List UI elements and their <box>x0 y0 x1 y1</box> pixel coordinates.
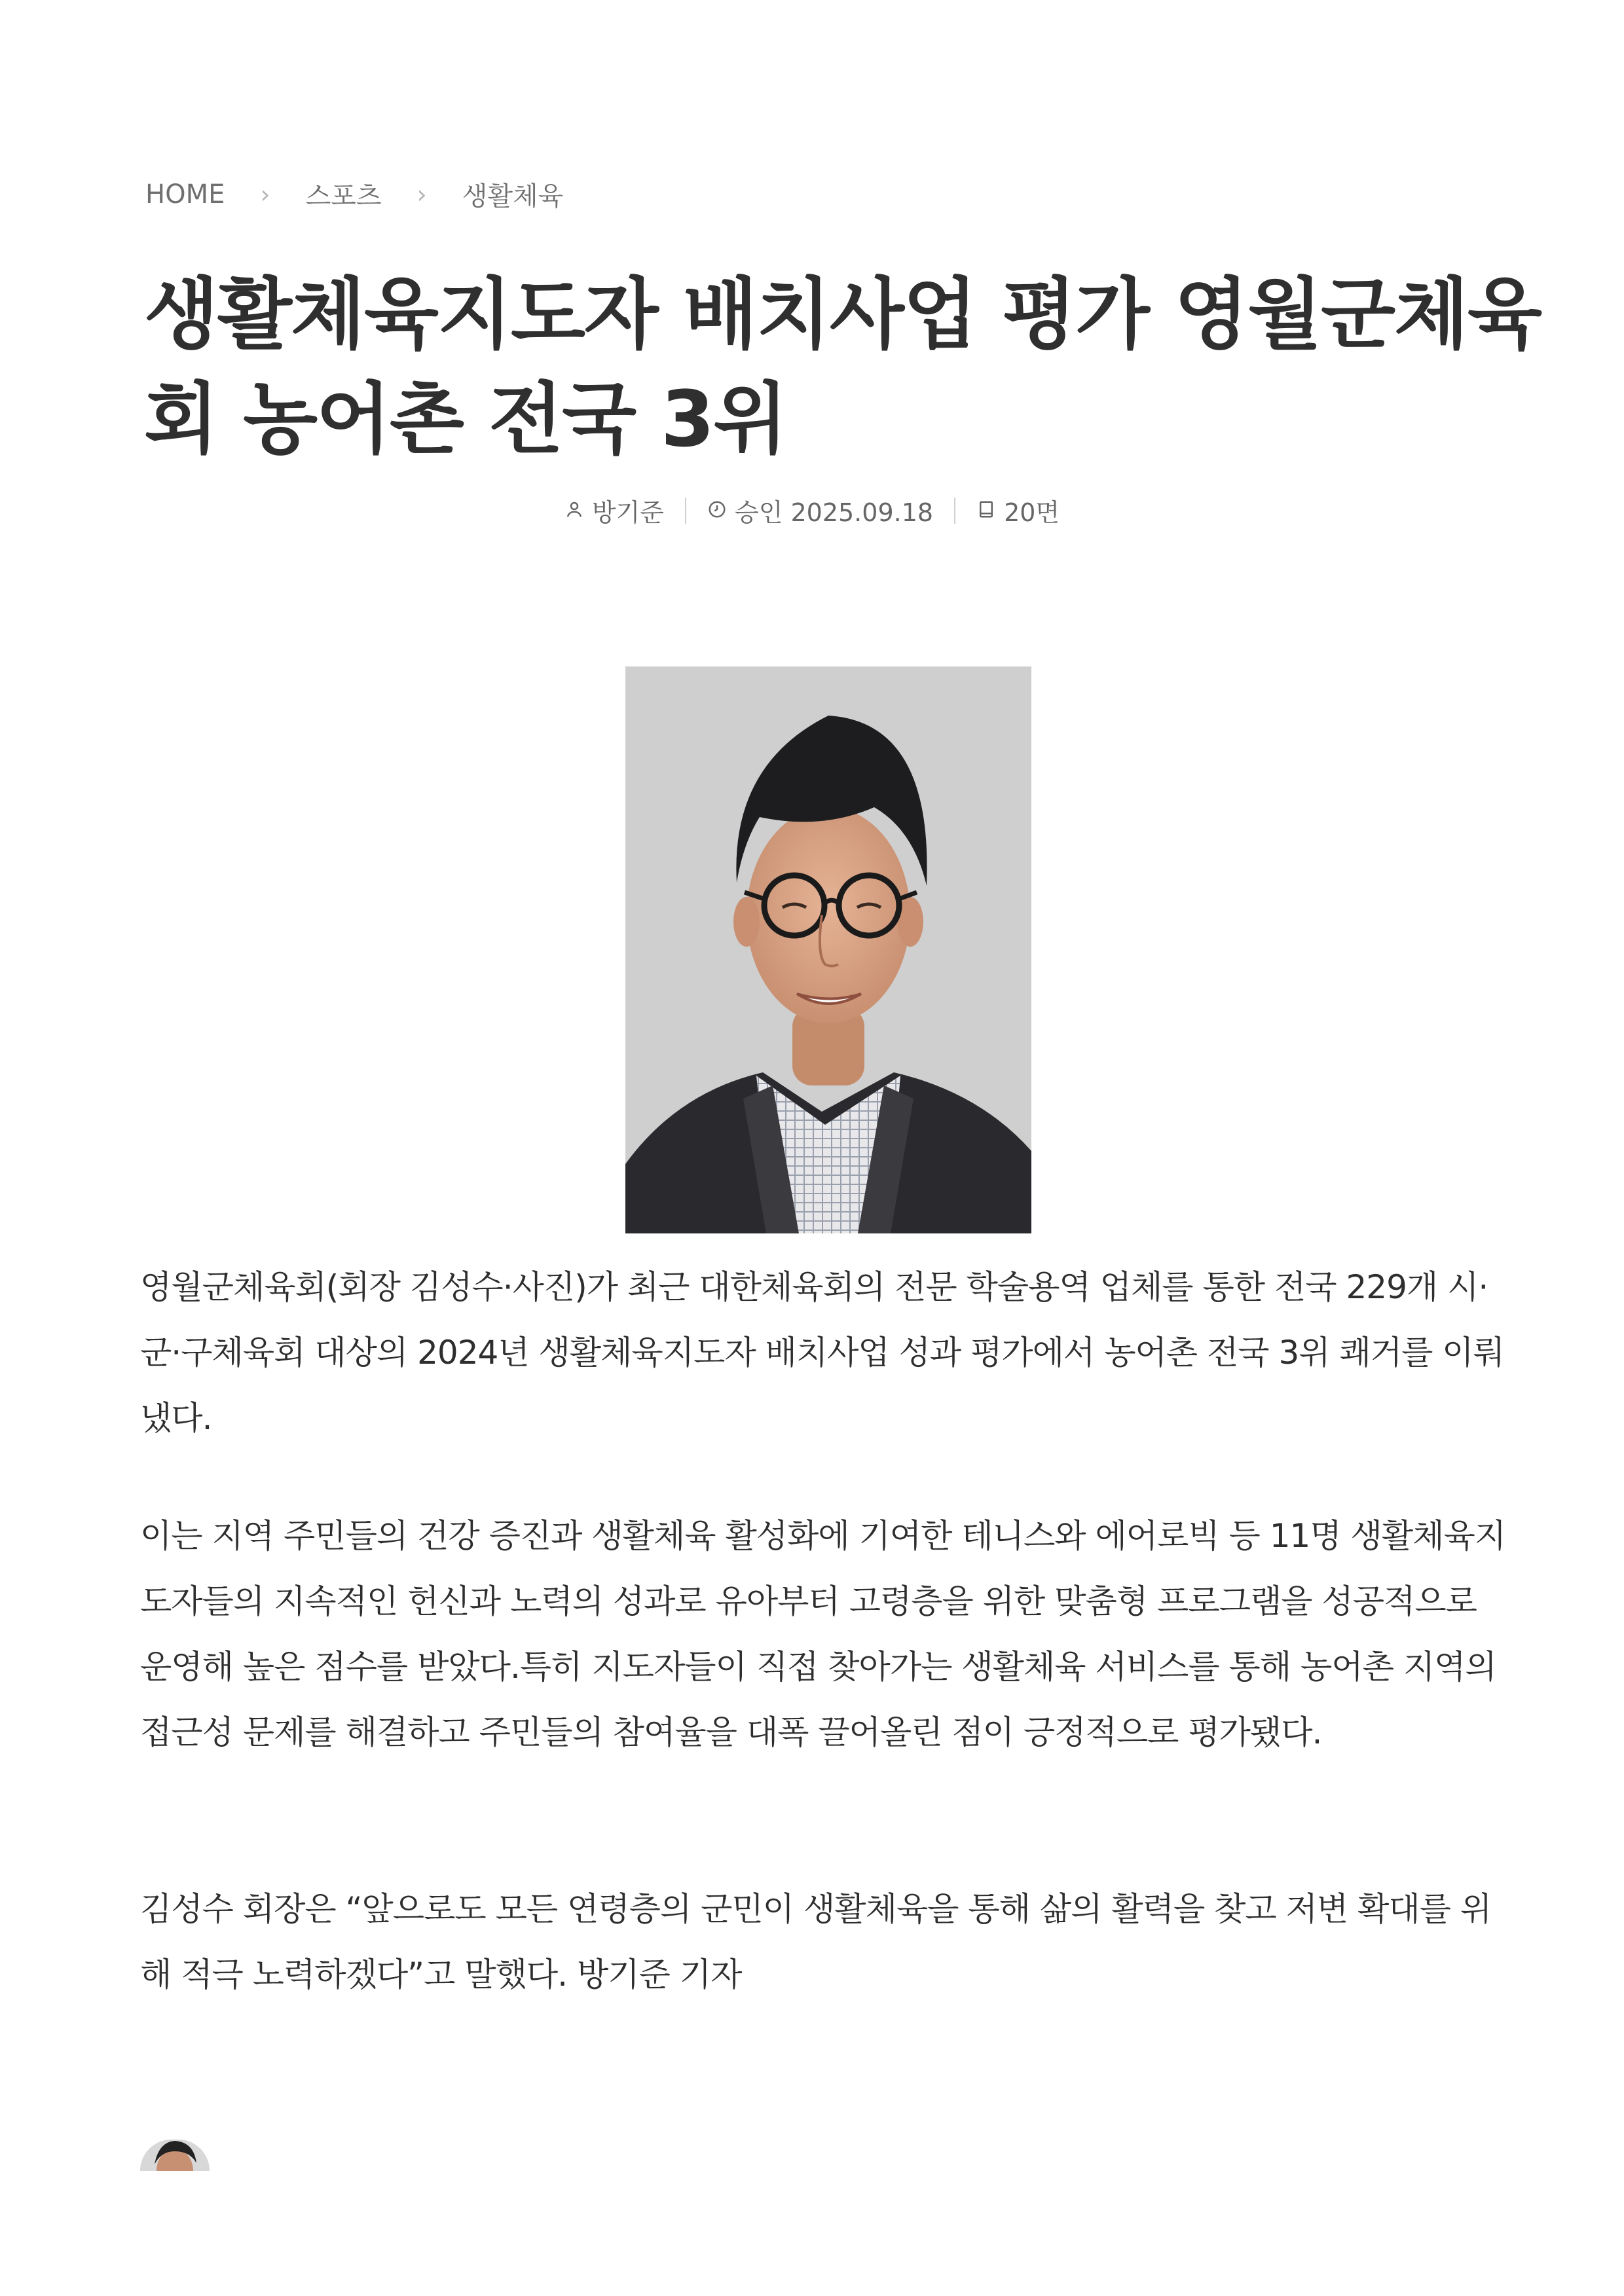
breadcrumb-subsection[interactable]: 생활체육 <box>462 181 564 211</box>
breadcrumb <box>145 175 563 213</box>
chevron-right-icon: › <box>260 179 270 209</box>
breadcrumb-section[interactable]: 스포츠 <box>305 181 382 211</box>
page-number: 20면 <box>1004 498 1060 527</box>
article-title: 생활체육지도자 배치사업 평가 영월군체육회 농어촌 전국 3위 <box>144 269 1541 464</box>
breadcrumb-home[interactable]: HOME <box>145 179 225 210</box>
article-paragraph: 이는 지역 주민들의 건강 증진과 생활체육 활성화에 기여한 테니스와 에어로빅 등 11명 생활체육지도자들의 지속적인 헌신과 노력의 성과로 유아부터 고령층을 위한 맞춤형 프로그램을 성공적으로 운영해 높은 점수를 받았다.특히 지도자들이 직접 찾아가는 생활체육 서비스를 통해 농어촌 지역의 접근성 문제를 해결하고 주민들의 참여율을 대폭 끌어올린 점이 긍정적으로 평가됐다. <box>140 1517 1506 1751</box>
article-date <box>707 492 933 528</box>
person-icon <box>564 496 584 525</box>
chevron-right-icon: › <box>416 179 427 209</box>
article-paragraph: 영월군체육회(회장 김성수·사진)가 최근 대한체육회의 전문 학술용역 업체를 통한 전국 229개 시·군·구체육회 대상의 2024년 생활체육지도자 배치사업 성과 평가에서 농어촌 전국 3위 쾌거를 이뤄냈다. <box>140 1268 1504 1437</box>
clock-icon <box>707 496 727 525</box>
article-author <box>564 492 664 528</box>
approved-date: 승인 2025.09.18 <box>734 498 934 527</box>
author-name: 방기준 <box>591 498 664 527</box>
meta-divider <box>685 498 686 524</box>
author-avatar <box>140 2140 210 2171</box>
article-meta <box>0 492 1624 528</box>
article-page <box>976 492 1060 528</box>
meta-divider <box>954 498 955 524</box>
article-paragraph: 김성수 회장은 “앞으로도 모든 연령층의 군민이 생활체육을 통해 삶의 활력을 찾고 저변 확대를 위해 적극 노력하겠다”고 말했다. 방기준 기자 <box>140 1890 1492 1994</box>
page-icon <box>976 496 996 525</box>
portrait-photo <box>625 666 1031 1233</box>
